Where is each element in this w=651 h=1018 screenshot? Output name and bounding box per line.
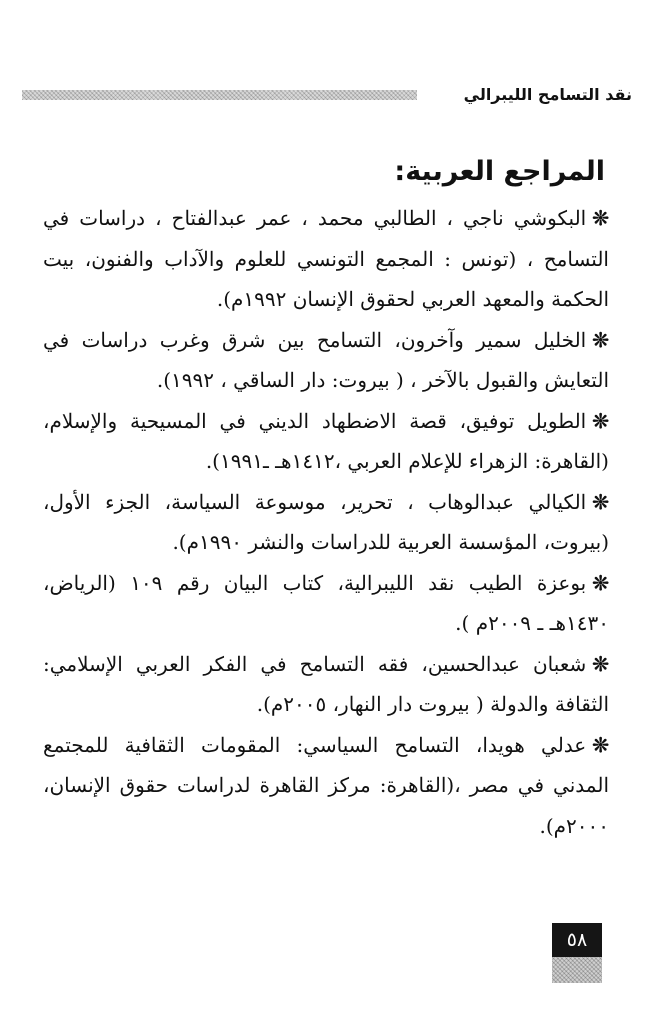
section-title: المراجع العربية: xyxy=(394,156,605,187)
reference-item xyxy=(43,563,609,644)
asterism-icon: ❊ xyxy=(592,570,609,595)
reference-text: بوعزة الطيب نقد الليبرالية، كتاب البيان رقم ١٠٩ (الرياض، ١٤٣٠هـ ـ ٢٠٠٩م ). xyxy=(43,570,609,635)
page-number: ٥٨ xyxy=(552,923,602,957)
page-number-decoration xyxy=(552,957,602,983)
reference-text: الخليل سمير وآخرون، التسامح بين شرق وغرب دراسات في التعايش والقبول بالآخر ، ( بيروت: دار الساقي ، ١٩٩٢). xyxy=(43,327,609,392)
running-header xyxy=(22,82,632,108)
reference-item xyxy=(43,198,609,320)
book-title: نقد التسامح الليبرالي xyxy=(463,85,632,104)
asterism-icon: ❊ xyxy=(592,408,609,433)
asterism-icon: ❊ xyxy=(592,206,609,230)
asterism-icon: ❊ xyxy=(592,732,609,757)
asterism-icon: ❊ xyxy=(592,489,609,514)
reference-text: الكيالي عبدالوهاب ، تحرير، موسوعة السياسة، الجزء الأول، (بيروت، المؤسسة العربية للدراسات والنشر ١٩٩٠م). xyxy=(43,489,609,554)
asterism-icon: ❊ xyxy=(592,651,609,676)
reference-item xyxy=(43,320,609,401)
asterism-icon: ❊ xyxy=(592,327,609,352)
reference-text: شعبان عبدالحسين، فقه التسامح في الفكر العربي الإسلامي: الثقافة والدولة ( بيروت دار النهار، ٢٠٠٥م). xyxy=(43,651,609,716)
reference-list xyxy=(43,198,609,846)
reference-text: الطويل توفيق، قصة الاضطهاد الديني في المسيحية والإسلام، (القاهرة: الزهراء للإعلام العربي ،١٤١٢هـ ـ١٩٩١). xyxy=(43,408,609,473)
reference-item xyxy=(43,482,609,563)
reference-item xyxy=(43,725,609,847)
reference-item xyxy=(43,401,609,482)
header-decorative-bar xyxy=(22,90,417,100)
reference-text: البكوشي ناجي ، الطالبي محمد ، عمر عبدالفتاح ، دراسات في التسامح ، (تونس : المجمع التونسي للعلوم والآداب والفنون، بيت الحكمة والمعهد العربي لحقوق الإنسان ١٩٩٢م). xyxy=(43,206,609,311)
page-content xyxy=(43,150,609,846)
reference-item xyxy=(43,644,609,725)
reference-text: عدلي هويدا، التسامح السياسي: المقومات الثقافية للمجتمع المدني في مصر ،(القاهرة: مركز القاهرة لدراسات حقوق الإنسان، ٢٠٠٠م). xyxy=(43,732,609,838)
